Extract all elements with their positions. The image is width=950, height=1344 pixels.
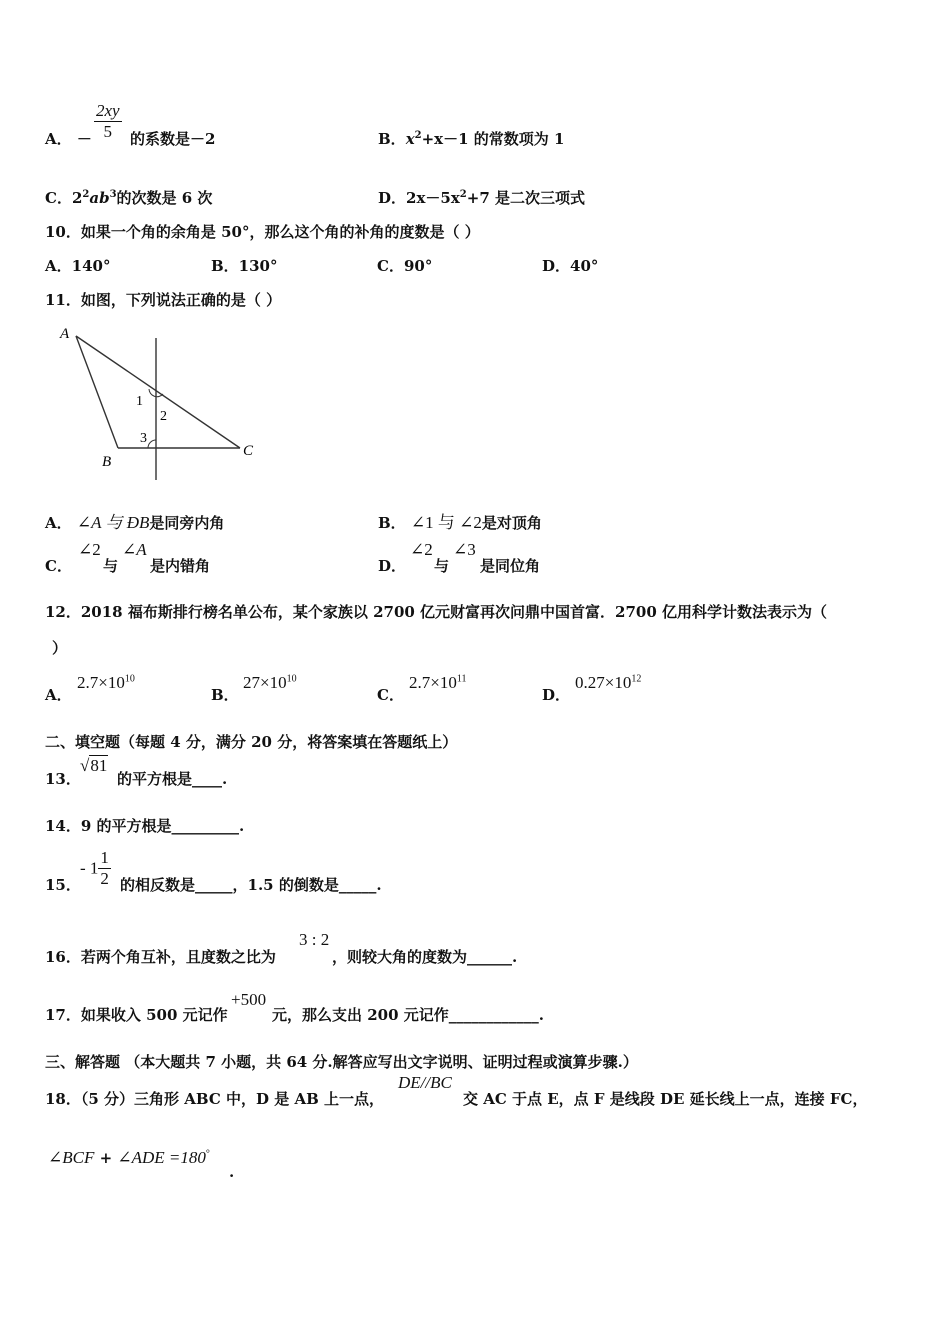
q11-option-d-label: D． [378,557,407,575]
q10-option-d: D．40° [542,257,599,275]
sqrt-radicand: 81 [90,756,108,775]
q12-option-a-value: $2.7\times 10^{10}$ [77,673,135,692]
q13-number: 13． [45,770,81,788]
q11-option-c-label: C． [45,557,72,575]
q18-period: . [229,1163,235,1181]
q10-option-c: C．90° [377,257,433,275]
q12-option-c-label: C． [377,686,404,704]
q15-number: 15． [45,876,81,894]
q11-option-c-text: 是内错角 [150,557,211,575]
q11-option-c-angle2: ∠2 [78,540,101,559]
q11-option-d-and: 与 [434,557,450,575]
q9-option-b: B．$x^2+x-1$ 的常数项为 1 [378,130,565,148]
q10-option-b: B．130° [211,257,278,275]
angle-label-2: 2 [160,409,167,424]
q18-text-end: 交 AC 于点 E，点 F 是线段 DE 延长线上一点，连接 FC， [463,1090,868,1108]
q18-text-start: 18．（5 分）三角形 ABC 中，D 是 AB 上一点， [45,1090,385,1108]
vertex-label-a: A [60,326,70,342]
section-2-heading: 二、填空题（每题 4 分，满分 20 分，将答案填在答题纸上） [45,733,458,751]
q17-text-start: 17．如果收入 500 元记作 [45,1006,228,1024]
q16-ratio: 3 : 2 [299,930,330,949]
q12-option-d-label: D． [542,686,571,704]
vertex-label-c: C [243,443,254,459]
q9-option-c: C．$2^2ab^3$的次数是 6 次 [45,189,213,207]
fraction-numerator: 1 [100,848,109,867]
q10-option-a: A．140° [45,257,111,275]
line-ab [76,336,118,448]
q15-text: 的相反数是_____，1.5 的倒数是_____. [120,876,382,894]
q9-option-a-text: 的系数是－2 [130,130,216,148]
q12-stem-line1: 12．2018 福布斯排行榜名单公布，某个家族以 2700 亿元财富再次问鼎中国首富．2700 亿用科学计数法表示为（ [45,603,828,621]
q12-option-b-value: $27\times 10^{10}$ [243,673,297,692]
q11-option-a: A． ∠A 与 ĐB是同旁内角 [45,513,225,532]
q11-option-c-angleA: ∠A [122,540,147,559]
fraction-denominator: 5 [103,122,113,141]
q11-stem: 11．如图，下列说法正确的是（ ） [45,291,282,309]
q12-option-a-label: A． [45,686,72,704]
q15-mixed-number: - 1 $\frac{1}{2}$ [80,848,109,888]
q12-option-c-value: $2.7\times 10^{11}$ [409,673,467,692]
fraction-denominator: 2 [100,869,109,888]
q11-option-d-angle2: ∠2 [410,540,433,559]
sqrt-sign: √ [80,756,90,775]
vertex-label-b: B [102,454,112,470]
angle-label-1: 1 [136,394,143,409]
q12-option-d-value: $0.27\times 10^{12}$ [575,673,642,692]
q12-stem-line2: ） [52,639,68,657]
angle-label-3: 3 [140,431,147,446]
angle-arc-3 [148,440,156,448]
q9-option-a-fraction [94,101,122,142]
q14-text: 14．9 的平方根是_________. [45,817,245,835]
q11-option-c-and: 与 [103,557,119,575]
q11-option-b: B． ∠1 与 ∠2是对顶角 [378,513,542,532]
q18-parallel: DE//BC [398,1073,452,1092]
q11-option-d-angle3: ∠3 [453,540,476,559]
q9-option-a: A． － [45,130,92,148]
fraction-numerator: 2xy [96,101,120,120]
q13-text: 的平方根是____. [117,770,228,788]
q17-value: +500 [231,990,267,1009]
q17-text-end: 元，那么支出 200 元记作____________. [272,1006,544,1024]
q13-sqrt [80,756,108,776]
q11-option-d-text: 是同位角 [480,557,541,575]
q11-triangle-figure [50,318,270,488]
line-ac [76,336,240,448]
q16-text-end: ，则较大角的度数为______. [332,948,518,966]
q12-option-b-label: B． [211,686,239,704]
q18-equation: ∠BCF + ∠ADE =180° [48,1148,210,1167]
q16-text-start: 16．若两个角互补，且度数之比为 [45,948,276,966]
q9-option-d: D．$2x-5x^2+7$ 是二次三项式 [378,189,585,207]
section-3-heading: 三、解答题 （本大题共 7 小题，共 64 分.解答应写出文字说明、证明过程或演算步骤.） [45,1053,638,1071]
q10-stem: 10．如果一个角的余角是 50°，那么这个角的补角的度数是（ ） [45,223,480,241]
